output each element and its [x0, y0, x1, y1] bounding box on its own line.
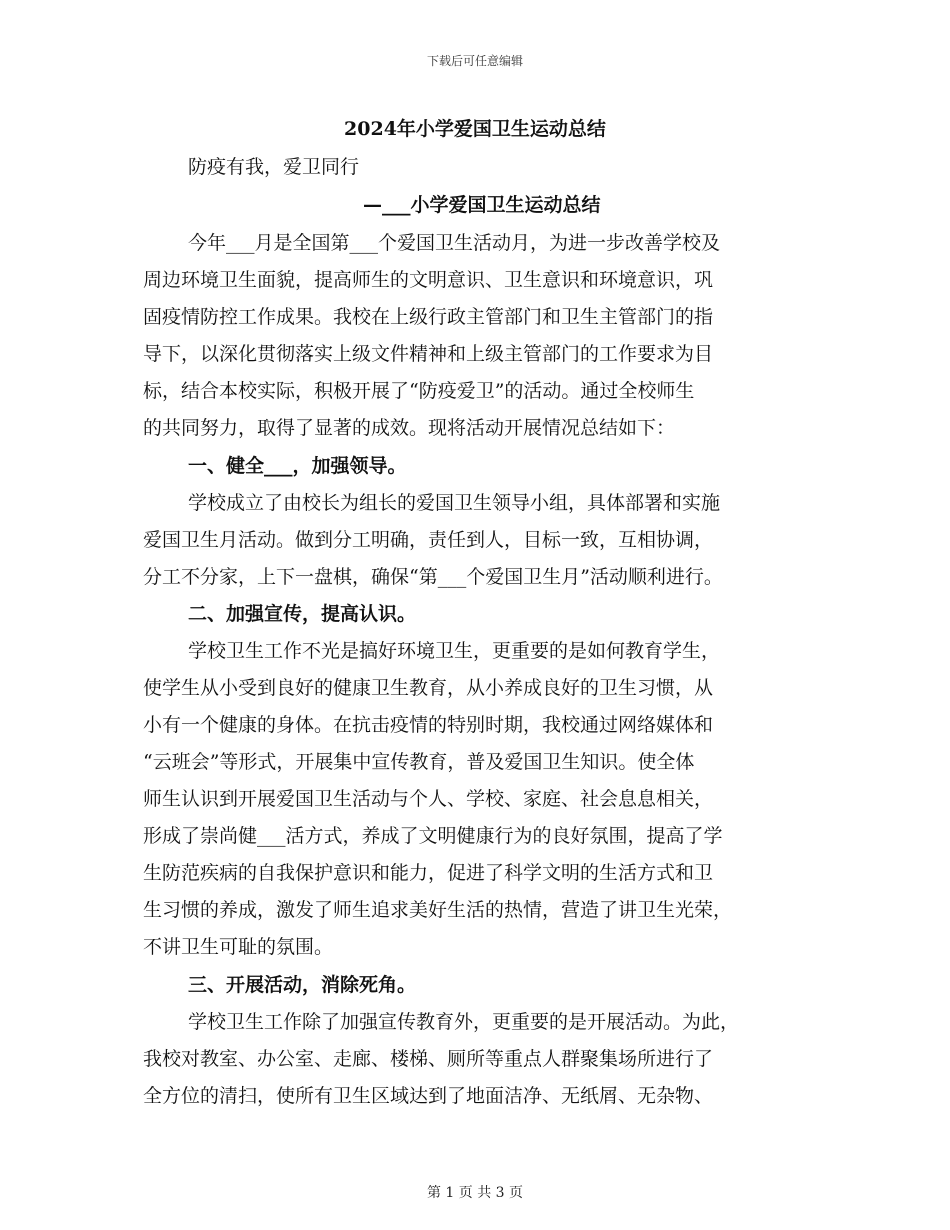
- section-heading: 三、开展活动，消除死角。: [188, 974, 417, 996]
- slogan: 防疫有我，爱卫同行: [188, 156, 360, 178]
- paragraph-line: 使学生从小受到良好的健康卫生教育，从小养成良好的卫生习惯，从: [143, 677, 714, 699]
- intro-line: 周边环境卫生面貌，提高师生的文明意识、卫生意识和环境意识，巩: [143, 269, 714, 291]
- paragraph-line: 分工不分家，上下一盘棋，确保“第___个爱国卫生月”活动顺利进行。: [143, 566, 723, 588]
- paragraph-line: 学校卫生工作不光是搞好环境卫生，更重要的是如何教育学生，: [188, 640, 721, 662]
- paragraph-line: 学校卫生工作除了加强宣传教育外，更重要的是开展活动。为此，: [188, 1011, 740, 1033]
- paragraph-line: 生习惯的养成，激发了师生追求美好生活的热情，营造了讲卫生光荣，: [143, 899, 733, 921]
- paragraph-line: 不讲卫生可耻的氛围。: [143, 936, 334, 958]
- paragraph-line: 学校成立了由校长为组长的爱国卫生领导小组，具体部署和实施: [188, 492, 721, 514]
- page-number: 第 1 页 共 3 页: [426, 1185, 524, 1201]
- section-heading: 二、加强宣传，提高认识。: [188, 603, 417, 625]
- page-header: 下载后可任意编辑: [426, 54, 523, 68]
- section-heading: 一、健全___，加强领导。: [188, 455, 407, 477]
- paragraph-line: “云班会”等形式，开展集中宣传教育，普及爱国卫生知识。使全体: [143, 751, 695, 773]
- paragraph-line: 小有一个健康的身体。在抗击疫情的特别时期，我校通过网络媒体和: [143, 714, 714, 736]
- paragraph-line: 全方位的清扫，使所有卫生区域达到了地面洁净、无纸屑、无杂物、: [143, 1085, 714, 1107]
- intro-line: 导下，以深化贯彻落实上级文件精神和上级主管部门的工作要求为目: [143, 343, 714, 365]
- paragraph-line: 生防范疾病的自我保护意识和能力，促进了科学文明的生活方式和卫: [143, 862, 714, 884]
- paragraph-line: 师生认识到开展爱国卫生活动与个人、学校、家庭、社会息息相关，: [143, 788, 714, 810]
- paragraph-line: 我校对教室、办公室、走廊、楼梯、厕所等重点人群聚集场所进行了: [143, 1048, 714, 1070]
- intro-line: 固疫情防控工作成果。我校在上级行政主管部门和卫生主管部门的指: [143, 306, 714, 328]
- intro-line: 的共同努力，取得了显著的成效。现将活动开展情况总结如下：: [143, 417, 676, 439]
- document-title: 2024年小学爱国卫生运动总结: [344, 118, 606, 140]
- paragraph-line: 形成了崇尚健___活方式，养成了文明健康行为的良好氛围，提高了学: [143, 825, 723, 847]
- paragraph-line: 爱国卫生月活动。做到分工明确，责任到人，目标一致，互相协调，: [143, 529, 714, 551]
- intro-line: 今年___月是全国第___个爱国卫生活动月，为进一步改善学校及: [188, 232, 721, 254]
- subtitle: —___小学爱国卫生运动总结: [363, 194, 601, 216]
- intro-line: 标，结合本校实际，积极开展了“防疫爱卫”的活动。通过全校师生: [143, 380, 695, 402]
